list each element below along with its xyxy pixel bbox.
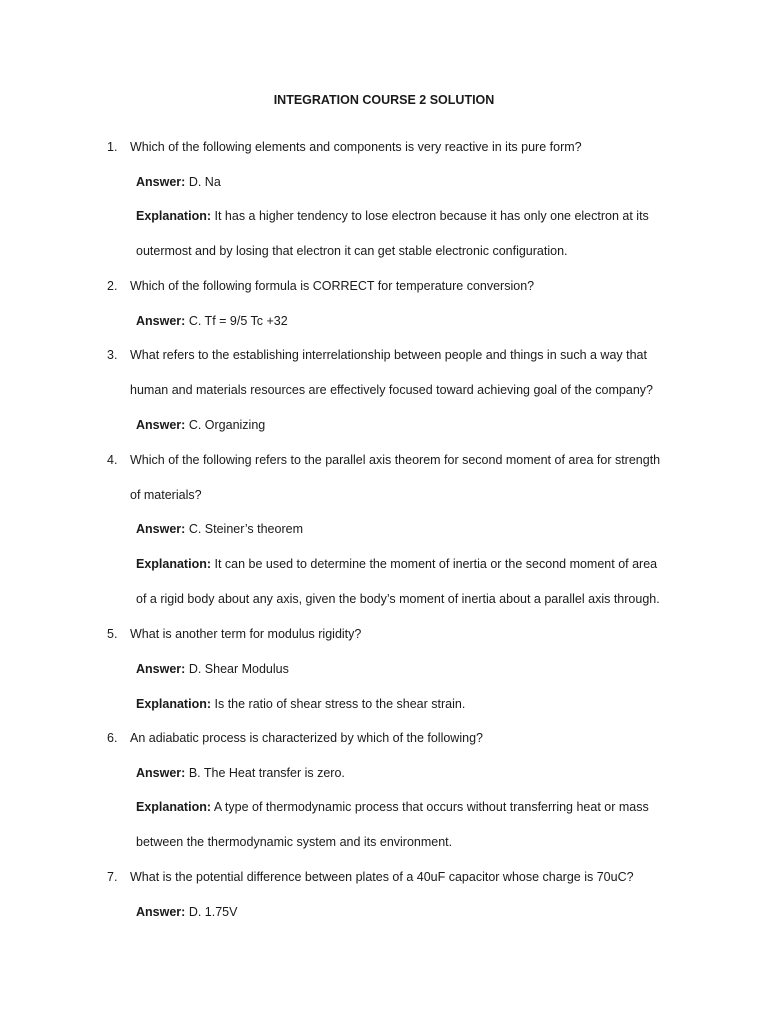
answer-text: D. Na: [188, 175, 221, 189]
question-text: An adiabatic process is characterized by which of the following?: [130, 731, 483, 745]
answer-line: [136, 661, 289, 677]
question-text: What is another term for modulus rigidity?: [130, 627, 362, 641]
explanation-text: A type of thermodynamic process that occurs without transferring heat or mass: [213, 800, 649, 814]
answer-text: C. Tf = 9/5 Tc +32: [188, 314, 288, 328]
explanation-text: between the thermodynamic system and its environment.: [136, 835, 453, 849]
explanation-label: Explanation:: [136, 800, 212, 814]
explanation-line: [136, 556, 657, 572]
answer-text: C. Steiner’s theorem: [188, 522, 303, 536]
question-text: Which of the following elements and components is very reactive in its pure form?: [130, 140, 582, 154]
answer-line: [136, 765, 345, 781]
answer-text: B. The Heat transfer is zero.: [188, 766, 345, 780]
answer-line: [136, 174, 221, 190]
explanation-label: Explanation:: [136, 697, 212, 711]
explanation-text: It can be used to determine the moment of inertia or the second moment of area: [214, 557, 658, 571]
answer-label: Answer:: [136, 766, 186, 780]
question-text: What is the potential difference between plates of a 40uF capacitor whose charge is 70uC?: [130, 870, 634, 884]
explanation-line: [136, 799, 649, 815]
answer-text: D. Shear Modulus: [188, 662, 289, 676]
question-text: human and materials resources are effectively focused toward achieving goal of the company?: [130, 383, 653, 397]
answer-label: Answer:: [136, 905, 186, 919]
answer-label: Answer:: [136, 175, 186, 189]
item-number: 7.: [107, 870, 118, 884]
question-text: of materials?: [130, 488, 202, 502]
question-text: Which of the following refers to the parallel axis theorem for second moment of area for strength: [130, 453, 661, 467]
item-number: 5.: [107, 627, 118, 641]
explanation-label: Explanation:: [136, 209, 212, 223]
answer-line: [136, 904, 237, 920]
answer-text: D. 1.75V: [188, 905, 238, 919]
answer-line: [136, 313, 288, 329]
question-text: Which of the following formula is CORRECT for temperature conversion?: [130, 279, 535, 293]
answer-line: [136, 417, 265, 433]
answer-label: Answer:: [136, 418, 186, 432]
explanation-line: [136, 696, 465, 712]
question-text: What refers to the establishing interrelationship between people and things in such a way that: [130, 348, 647, 362]
item-number: 1.: [107, 140, 118, 154]
explanation-text: Is the ratio of shear stress to the shear strain.: [214, 697, 466, 711]
item-number: 6.: [107, 731, 118, 745]
explanation-label: Explanation:: [136, 557, 212, 571]
item-number: 2.: [107, 279, 118, 293]
document-title: INTEGRATION COURSE 2 SOLUTION: [273, 93, 495, 107]
explanation-text: It has a higher tendency to lose electron because it has only one electron at its: [214, 209, 649, 223]
answer-label: Answer:: [136, 522, 186, 536]
answer-text: C. Organizing: [188, 418, 266, 432]
answer-line: [136, 521, 303, 537]
item-number: 4.: [107, 453, 118, 467]
answer-label: Answer:: [136, 662, 186, 676]
answer-label: Answer:: [136, 314, 186, 328]
explanation-line: [136, 208, 649, 224]
item-number: 3.: [107, 348, 118, 362]
explanation-text: of a rigid body about any axis, given the body’s moment of inertia about a parallel axis through.: [136, 592, 660, 606]
explanation-text: outermost and by losing that electron it can get stable electronic configuration.: [136, 244, 568, 258]
